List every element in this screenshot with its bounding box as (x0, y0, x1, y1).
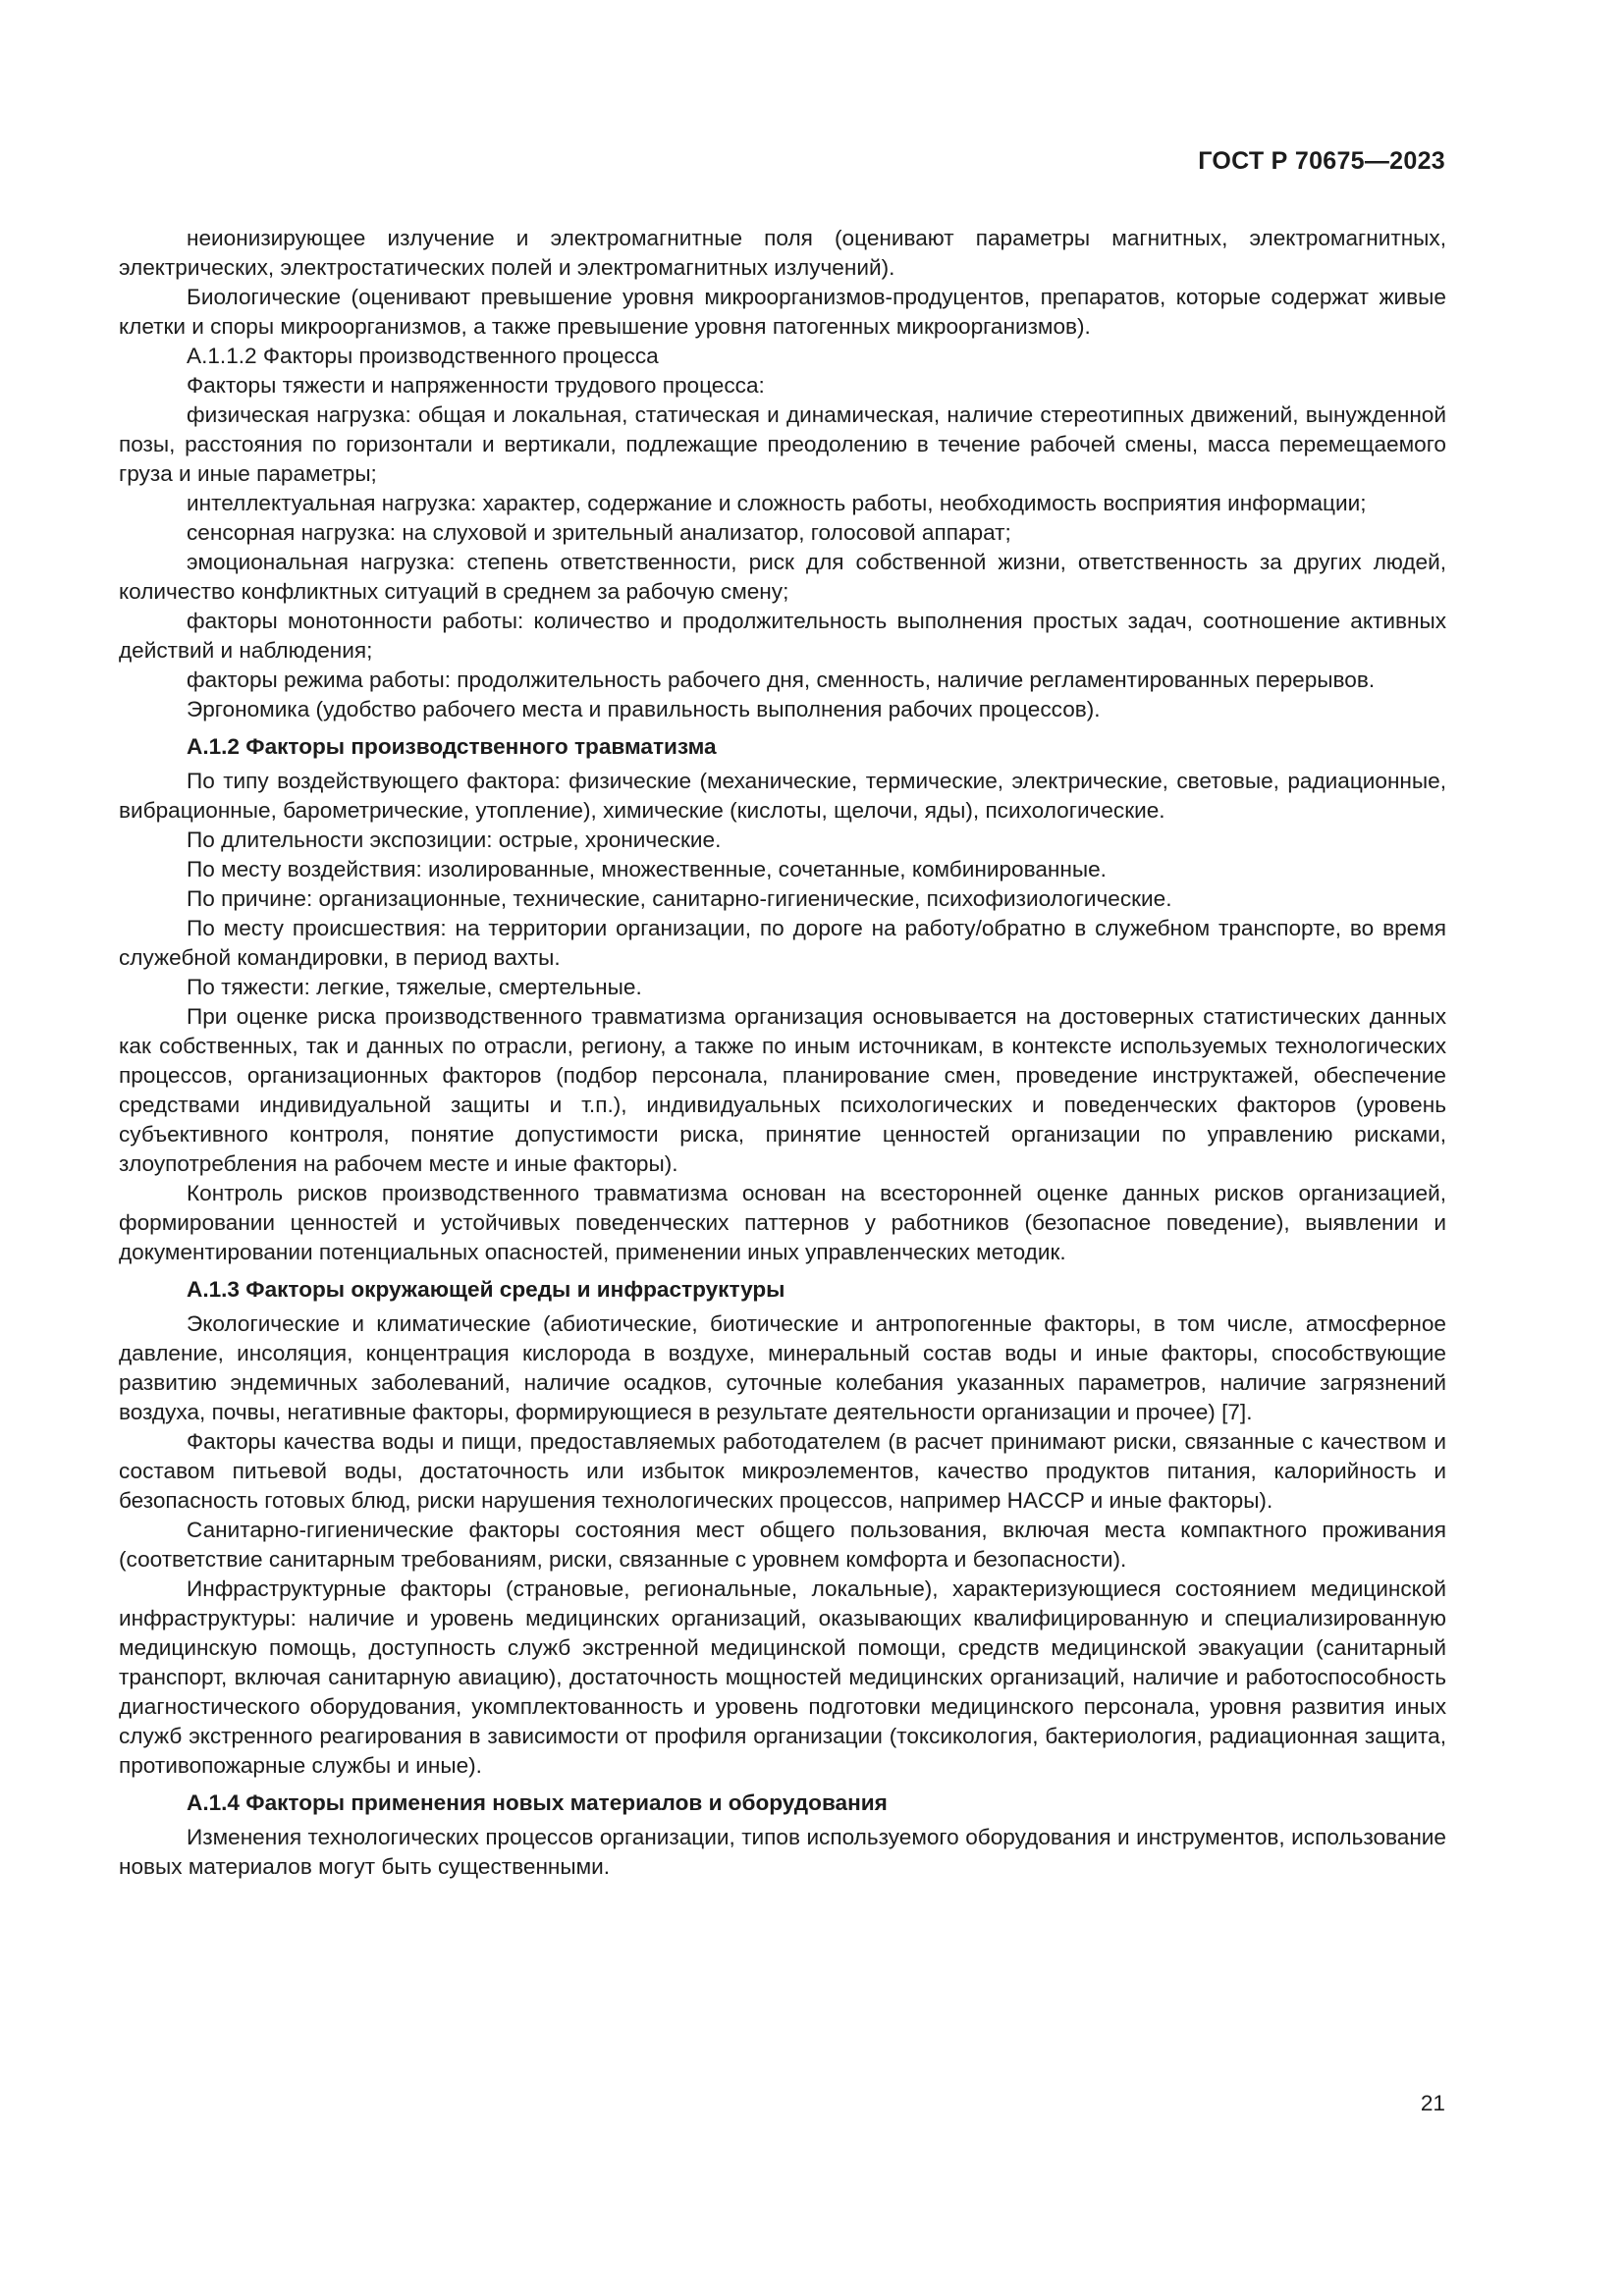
paragraph: эмоциональная нагрузка: степень ответственности, риск для собственной жизни, ответственность за других людей, количество конфликтных ситуаций в среднем за рабочую смену; (119, 550, 1446, 604)
paragraph: По причине: организационные, технические, санитарно-гигиенические, психофизиологические. (187, 886, 1172, 911)
paragraph: Изменения технологических процессов организации, типов используемого оборудования и инструментов, использование новых материалов могут быть существенными. (119, 1825, 1446, 1879)
paragraph: Контроль рисков производственного травматизма основан на всесторонней оценке данных рисков организацией, формировании ценностей и устойчивых поведенческих паттернов у работников (безопасное поведение), выявлении и документировании потенциальных опасностей, применении иных управленческих методик. (119, 1181, 1446, 1264)
paragraph: По месту происшествия: на территории организации, по дороге на работу/обратно в служебном транспорте, во время служебной командировки, в период вахты. (119, 916, 1446, 970)
paragraph: неионизирующее излучение и электромагнитные поля (оценивают параметры магнитных, электромагнитных, электрических, электростатических полей и электромагнитных излучений). (119, 226, 1446, 280)
paragraph: Инфраструктурные факторы (страновые, региональные, локальные), характеризующиеся состоянием медицинской инфраструктуры: наличие и уровень медицинских организаций, оказывающих квалифицированную и специализированную медицинскую помощь, доступность служб экстренной медицинской помощи, средств медицинской эвакуации (санитарный транспорт, включая санитарную авиацию), достаточность мощностей медицинских организаций, наличие и работоспособность диагностического оборудования, укомплектованность и уровень подготовки медицинского персонала, уровня развития иных служб экстренного реагирования в зависимости от профиля организации (токсикология, бактериология, радиационная защита, противопожарные службы и иные). (119, 1576, 1446, 1778)
page-number: 21 (1420, 2091, 1445, 2115)
page-content (119, 224, 1446, 1882)
paragraph: По длительности экспозиции: острые, хронические. (187, 828, 722, 852)
paragraph: При оценке риска производственного травматизма организация основывается на достоверных статистических данных как собственных, так и данных по отрасли, региону, а также по иным источникам, в контексте используемых технологических процессов, организационных факторов (подбор персонала, планирование смен, проведение инструктажей, обеспечение средствами индивидуальной защиты и т.п.), индивидуальных психологических и поведенческих факторов (уровень субъективного контроля, понятие допустимости риска, принятие ценностей организации по управлению рисками, злоупотребления на рабочем месте и иные факторы). (119, 1004, 1446, 1176)
paragraph: Факторы тяжести и напряженности трудового процесса: (187, 373, 765, 398)
paragraph: Экологические и климатические (абиотические, биотические и антропогенные факторы, в том числе, атмосферное давление, инсоляция, концентрация кислорода в воздухе, минеральный состав воды и иные факторы, способствующие развитию эндемичных заболеваний, наличие осадков, суточные колебания указанных параметров, наличие загрязнений воздуха, почвы, негативные факторы, формирующиеся в результате деятельности организации и прочее) [7]. (119, 1311, 1446, 1424)
paragraph: Санитарно-гигиенические факторы состояния мест общего пользования, включая места компактного проживания (соответствие санитарным требованиям, риски, связанные с уровнем комфорта и безопасности). (119, 1518, 1446, 1572)
paragraph: физическая нагрузка: общая и локальная, статическая и динамическая, наличие стереотипных движений, вынужденной позы, расстояния по горизонтали и вертикали, подлежащие преодолению в течение рабочей смены, масса перемещаемого груза и иные параметры; (119, 402, 1446, 486)
standard-designation: ГОСТ Р 70675—2023 (1198, 147, 1445, 175)
paragraph: Биологические (оценивают превышение уровня микроорганизмов-продуцентов, препаратов, которые содержат живые клетки и споры микроорганизмов, а также превышение уровня патогенных микроорганизмов). (119, 285, 1446, 339)
paragraph: интеллектуальная нагрузка: характер, содержание и сложность работы, необходимость восприятия информации; (187, 491, 1367, 515)
paragraph: По тяжести: легкие, тяжелые, смертельные. (187, 975, 642, 999)
subsection-heading-a112: А.1.1.2 Факторы производственного процесса (187, 344, 659, 368)
paragraph: Факторы качества воды и пищи, предоставляемых работодателем (в расчет принимают риски, связанные с качеством и составом питьевой воды, достаточность или избыток микроэлементов, качество продуктов питания, калорийность и безопасность готовых блюд, риски нарушения технологических процессов, например HACCP и иные факторы). (119, 1429, 1446, 1513)
paragraph: Эргономика (удобство рабочего места и правильность выполнения рабочих процессов). (187, 697, 1101, 721)
paragraph: По типу воздействующего фактора: физические (механические, термические, электрические, световые, радиационные, вибрационные, барометрические, утопление), химические (кислоты, щелочи, яды), психологические. (119, 769, 1446, 823)
paragraph: факторы режима работы: продолжительность рабочего дня, сменность, наличие регламентированных перерывов. (187, 667, 1376, 692)
section-heading-a14: А.1.4 Факторы применения новых материалов и оборудования (187, 1790, 888, 1815)
paragraph: По месту воздействия: изолированные, множественные, сочетанные, комбинированные. (187, 857, 1107, 881)
section-heading-a12: А.1.2 Факторы производственного травматизма (187, 734, 717, 759)
section-heading-a13: А.1.3 Факторы окружающей среды и инфраструктуры (187, 1277, 785, 1302)
paragraph: сенсорная нагрузка: на слуховой и зрительный анализатор, голосовой аппарат; (187, 520, 1011, 545)
paragraph: факторы монотонности работы: количество и продолжительность выполнения простых задач, соотношение активных действий и наблюдения; (119, 609, 1446, 663)
